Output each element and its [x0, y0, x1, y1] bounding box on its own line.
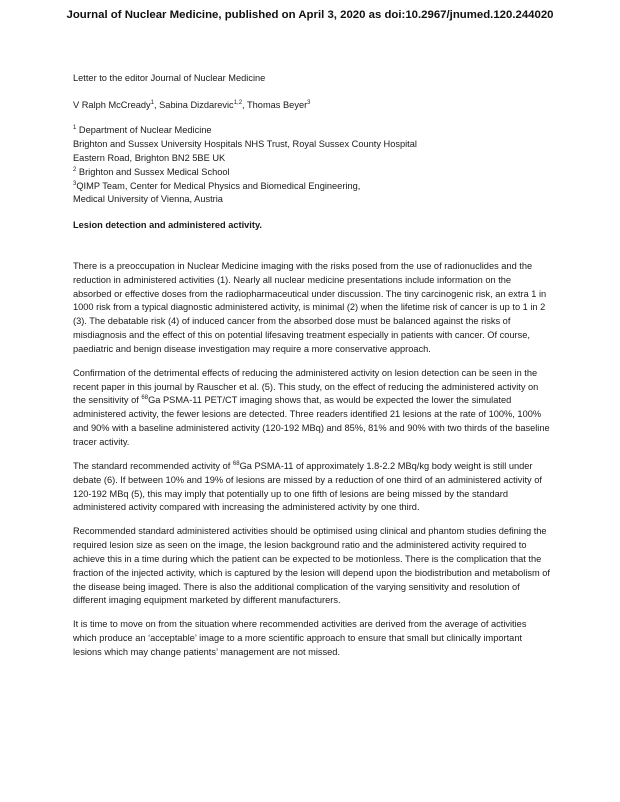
author-affiliation-mark: 3	[307, 99, 311, 106]
affiliations	[73, 124, 551, 207]
letter-body	[73, 72, 551, 670]
letter-title: Lesion detection and administered activity.	[73, 220, 262, 231]
author-separator: ,	[153, 99, 160, 110]
affiliation-mark: 3	[73, 180, 77, 187]
affiliation-line: $^2$ Brighton and Sussex Medical School	[73, 166, 230, 177]
affiliation-line: $^1$ Department of Nuclear Medicine	[73, 125, 212, 136]
affiliation-mark: 2	[73, 166, 77, 173]
paragraph: Recommended standard administered activities should be optimised using clinical and phantom studies defining the required lesion size as seen on the image, the lesion background ratio and the administered activity required to achieve this in a time during which the patient can be expected to be motionless. There is the complication that the fraction of the injected activity, which is captured by the lesion will depend upon the biodistribution and metabolism of the disease being imaged. There is also the additional complication of the varying sensitivity and resolution of different imaging equipment marketed by different manufacturers.	[73, 526, 550, 606]
paragraph: There is a preoccupation in Nuclear Medicine imaging with the risks posed from the use of radionuclides and the reduction in administered activities (1). Nearly all nuclear medicine presentations include information on the absorbed or effective doses from the radiopharmaceutical under discussion. The tiny carcinogenic risk, an extra 1 in 1000 risk from a typical diagnostic administered activity, is minimal (2) when the lifetime risk of cancer is up to 1 in 2 (3). The debatable risk (4) of induced cancer from the absorbed dose must be balanced against the risks of misdiagnosis and the effect of this on potential lifesaving treatment especially in patients with cancer. Of course, paediatric and benign disease investigation may require a more conservative approach.	[73, 260, 547, 354]
paragraph: It is time to move on from the situation where recommended activities are derived from the average of activities which produce an ‘acceptable’ image to a more scientific approach to ensure that small but clinically important lesions which may change patients’ management are not missed.	[73, 619, 527, 658]
author-affiliation-mark: 1,2	[233, 99, 243, 106]
letter-to-editor-line: Letter to the editor Journal of Nuclear Medicine	[73, 73, 266, 83]
affiliation-line: Eastern Road, Brighton BN2 5BE UK	[73, 152, 226, 163]
author-name: Sabina Dizdarevic	[159, 99, 234, 110]
affiliation-line: $^3$QIMP Team, Center for Medical Physics and Biomedical Engineering,	[73, 180, 361, 191]
paragraph: The standard recommended activity of $^{68}$Ga PSMA-11 of approximately 1.8-2.2 MBq/kg body weight is still under debate (6). If between 10% and 19% of lesions are missed by a reduction of one third of an administered activity of 120-192 MBq (5), this may imply that potentially up to one fifth of lesions are being missed by the standard administered activity compared with increasing the administered activity by one third.	[73, 460, 542, 513]
author-affiliation-mark: 1	[150, 99, 154, 106]
isotope-mass-number: 68	[141, 395, 149, 402]
affiliation-mark: 1	[73, 125, 77, 132]
author-name: V Ralph McCready	[73, 99, 151, 110]
journal-header: Journal of Nuclear Medicine, published on April 3, 2020 as doi:10.2967/jnumed.120.244020	[66, 9, 554, 21]
author-list	[73, 99, 551, 113]
paragraph: Confirmation of the detrimental effects of reducing the administered activity on lesion detection can be seen in the recent paper in this journal by Rauscher et al. (5). This study, on the effect of reducing the administered activity on the sensitivity of $^{68}$Ga PSMA-11 PET/CT imaging shows that, as would be expected the lower the simulated administered activity, the fewer lesions are detected. Three readers identified 21 lesions at the rate of 100%, 100% and 90% with a baseline administered activity (120-192 MBq) and 85%, 81% and 90% with two thirds of the baseline tracer activity.	[73, 367, 550, 447]
affiliation-line: Medical University of Vienna, Austria	[73, 194, 223, 205]
affiliation-line: Brighton and Sussex University Hospitals NHS Trust, Royal Sussex County Hospital	[73, 139, 417, 150]
author-name: Thomas Beyer	[247, 99, 308, 110]
isotope-mass-number: 68	[232, 460, 240, 467]
author-separator: ,	[242, 99, 248, 110]
